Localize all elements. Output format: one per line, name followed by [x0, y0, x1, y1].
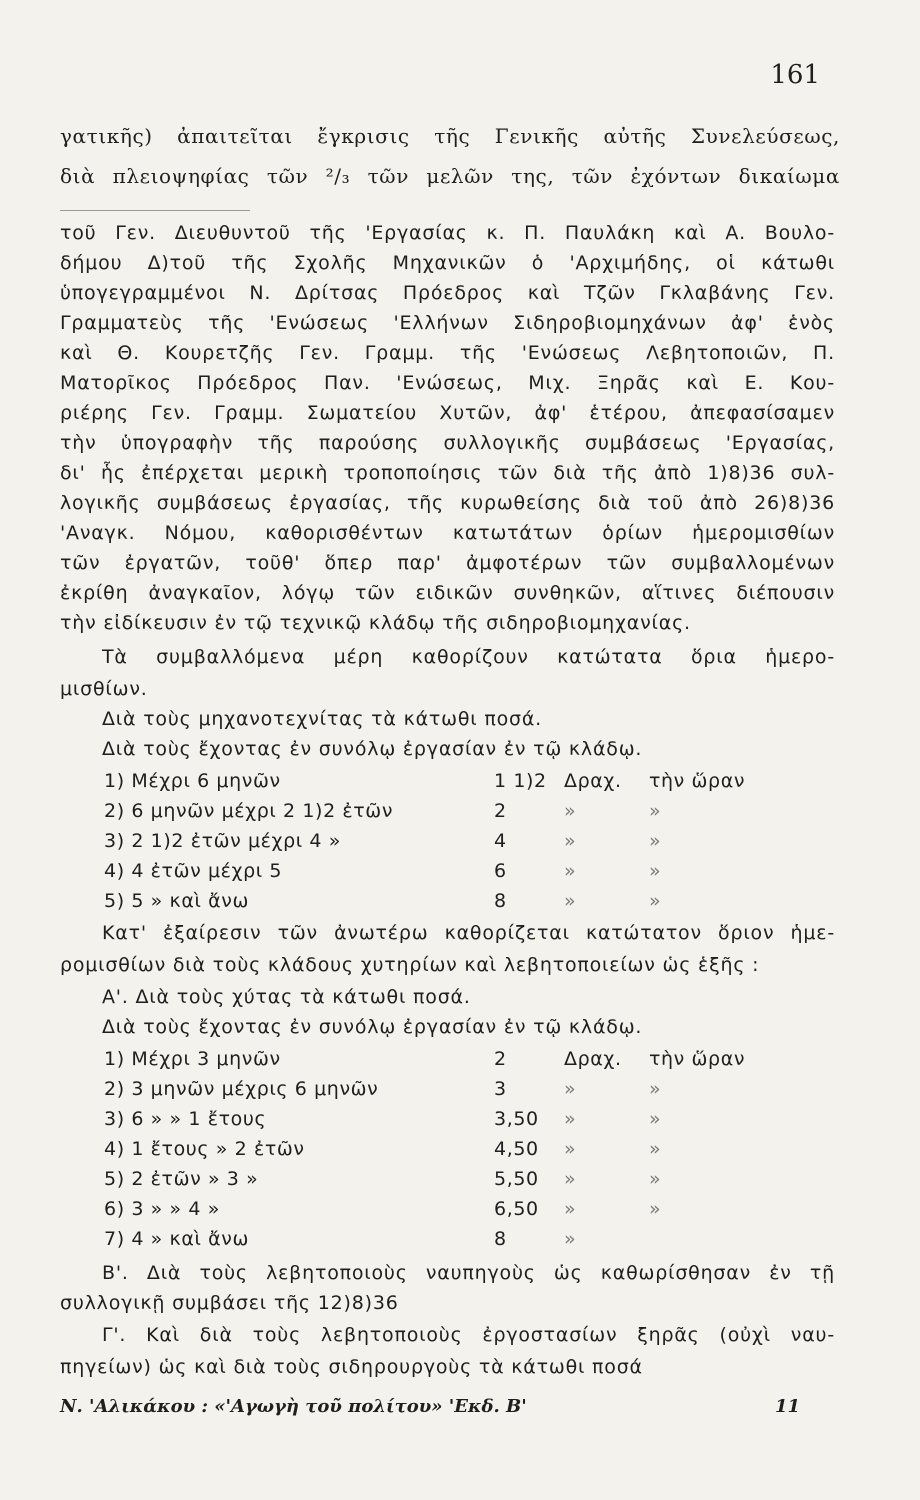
text-line: Γ'. Καὶ διὰ τοὺς λεβητοποιοὺς ἐργοστασίων ξηρᾶς (οὐχὶ ναυ- [102, 1324, 835, 1346]
period: 5) 5 » καὶ ἄνω [104, 890, 249, 912]
per: τὴν ὥραν [649, 770, 746, 792]
unit: » [564, 1078, 577, 1100]
per: » [649, 1198, 662, 1220]
text-line: Κατ' ἐξαίρεσιν τῶν ἀνωτέρω καθορίζεται κατώτατον ὅριον ἡμε- [102, 922, 835, 944]
page-footer [60, 1396, 800, 1424]
amount: 5,50 [494, 1168, 539, 1190]
period: 7) 4 » καὶ ἄνω [104, 1228, 249, 1250]
text-line: ριέρης Γεν. Γραμμ. Σωματείου Χυτῶν, ἀφ' ἑτέρου, ἀπεφασίσαμεν [60, 402, 835, 424]
text-line: Γραμματεὺς τῆς 'Ενώσεως 'Ελλήνων Σιδηροβιομηχάνων ἀφ' ἑνὸς [60, 312, 835, 334]
section-heading: Διὰ τοὺς ἔχοντας ἐν συνόλῳ ἐργασίαν ἐν τῷ κλάδῳ. [102, 738, 643, 760]
wage-row [104, 770, 804, 796]
wage-row [104, 830, 804, 856]
amount: 3 [494, 1078, 507, 1100]
text-line: ὑπογεγραμμένοι Ν. Δρίτσας Πρόεδρος καὶ Τζῶν Γκλαβάνης Γεν. [60, 282, 835, 304]
period: 1) Μέχρι 3 μηνῶν [104, 1048, 281, 1070]
wage-row [104, 1108, 804, 1134]
per: » [649, 1138, 662, 1160]
text-line: 'Αναγκ. Νόμου, καθορισθέντων κατωτάτων ὁρίων ἡμερομισθίων [60, 522, 835, 544]
per: » [649, 1078, 662, 1100]
wage-row [104, 860, 804, 886]
per: τὴν ὥραν [649, 1048, 746, 1070]
wage-row [104, 1228, 804, 1254]
period: 3) 6 » » 1 ἔτους [104, 1108, 267, 1130]
section-heading: Α'. Διὰ τοὺς χύτας τὰ κάτωθι ποσά. [102, 986, 471, 1008]
unit: » [564, 860, 577, 882]
wage-row [104, 890, 804, 916]
text-line: Β'. Διὰ τοὺς λεβητοποιοὺς ναυπηγοὺς ὡς καθωρίσθησαν ἐν τῇ [102, 1262, 835, 1284]
text-line: τῶν ἐργατῶν, τοῦθ' ὅπερ παρ' ἀμφοτέρων τῶν συμβαλλομένων [60, 552, 835, 574]
per: » [649, 830, 662, 852]
amount: 4 [494, 830, 507, 852]
period: 6) 3 » » 4 » [104, 1198, 220, 1220]
section-heading: Διὰ τοὺς ἔχοντας ἐν συνόλῳ ἐργασίαν ἐν τῷ κλάδῳ. [102, 1016, 643, 1038]
text-line: Τὰ συμβαλλόμενα μέρη καθορίζουν κατώτατα ὅρια ἡμερο- [102, 646, 835, 668]
amount: 8 [494, 1228, 507, 1250]
unit: » [564, 1138, 577, 1160]
page-number: 161 [770, 60, 820, 90]
text-line: τὴν ὑπογραφὴν τῆς παρούσης συλλογικῆς συμβάσεως 'Εργασίας, [60, 432, 835, 454]
text-line: Ματορῖκος Πρόεδρος Παν. 'Ενώσεως, Μιχ. Ξηρᾶς καὶ Ε. Κου- [60, 372, 835, 394]
period: 2) 3 μηνῶν μέχρις 6 μηνῶν [104, 1078, 379, 1100]
text-line: δήμου Δ)τοῦ τῆς Σχολῆς Μηχανικῶν ὁ 'Αρχιμήδης, οἱ κάτωθι [60, 252, 835, 274]
unit: » [564, 830, 577, 852]
per: » [649, 1168, 662, 1190]
text-line: τοῦ Γεν. Διευθυντοῦ τῆς 'Εργασίας κ. Π. Παυλάκη καὶ Α. Βουλο- [60, 222, 835, 244]
footer-citation: Ν. 'Αλικάκου : «'Αγωγὴ τοῦ πολίτου» 'Εκδ. Β' [60, 1396, 527, 1417]
amount: 8 [494, 890, 507, 912]
text-line: συλλογικῇ συμβάσει τῆς 12)8)36 [60, 1292, 399, 1314]
text-line: καὶ Θ. Κουρετζῆς Γεν. Γραμμ. τῆς 'Ενώσεως Λεβητοποιῶν, Π. [60, 342, 835, 364]
unit: Δραχ. [564, 1048, 622, 1070]
amount: 2 [494, 1048, 507, 1070]
per: » [649, 890, 662, 912]
amount: 3,50 [494, 1108, 539, 1130]
per: » [649, 800, 662, 822]
wage-row [104, 1138, 804, 1164]
text-line: λογικῆς συμβάσεως ἐργασίας, τῆς κυρωθείσης διὰ τοῦ ἀπὸ 26)8)36 [60, 492, 835, 514]
period: 4) 1 ἔτους » 2 ἐτῶν [104, 1138, 305, 1160]
unit: » [564, 1198, 577, 1220]
amount: 1 1)2 [494, 770, 547, 792]
period: 3) 2 1)2 ἐτῶν μέχρι 4 » [104, 830, 341, 852]
text-line: δι' ἧς ἐπέρχεται μερικὴ τροποποίησις τῶν διὰ τῆς ἀπὸ 1)8)36 συλ- [60, 462, 835, 484]
period: 2) 6 μηνῶν μέχρι 2 1)2 ἐτῶν [104, 800, 394, 822]
period: 5) 2 ἐτῶν » 3 » [104, 1168, 259, 1190]
wage-row [104, 800, 804, 826]
wage-row [104, 1078, 804, 1104]
period: 4) 4 ἐτῶν μέχρι 5 [104, 860, 283, 882]
text-line: μισθίων. [60, 678, 148, 700]
unit: » [564, 1108, 577, 1130]
amount: 4,50 [494, 1138, 539, 1160]
text-line: διὰ πλειοψηφίας τῶν ²/₃ τῶν μελῶν της, τῶν ἐχόντων δικαίωμα [60, 164, 840, 188]
unit: » [564, 800, 577, 822]
amount: 2 [494, 800, 507, 822]
amount: 6 [494, 860, 507, 882]
text-line: τὴν εἰδίκευσιν ἐν τῷ τεχνικῷ κλάδῳ τῆς σιδηροβιομηχανίας. [60, 612, 691, 634]
unit: » [564, 1228, 577, 1250]
text-line: ἐκρίθη ἀναγκαῖον, λόγῳ τῶν ειδικῶν συνθηκῶν, αἵτινες διέπουσιν [60, 582, 835, 604]
text-line: πηγείων) ὡς καὶ διὰ τοὺς σιδηρουργοὺς τὰ κάτωθι ποσά [60, 1356, 643, 1378]
wage-row [104, 1198, 804, 1224]
amount: 6,50 [494, 1198, 539, 1220]
wage-row [104, 1168, 804, 1194]
signature-mark: 11 [774, 1396, 800, 1417]
per: » [649, 1108, 662, 1130]
unit: » [564, 890, 577, 912]
section-heading: Διὰ τοὺς μηχανοτεχνίτας τὰ κάτωθι ποσά. [102, 708, 543, 730]
footnote-rule [60, 210, 250, 211]
text-line: γατικῆς) ἀπαιτεῖται ἔγκρισις τῆς Γενικῆς αὐτῆς Συνελεύσεως, [60, 124, 840, 148]
unit: Δραχ. [564, 770, 622, 792]
unit: » [564, 1168, 577, 1190]
wage-row [104, 1048, 804, 1074]
per: » [649, 860, 662, 882]
period: 1) Μέχρι 6 μηνῶν [104, 770, 281, 792]
text-line: ρομισθίων διὰ τοὺς κλάδους χυτηρίων καὶ λεβητοποιείων ὡς ἑξῆς : [60, 954, 760, 976]
